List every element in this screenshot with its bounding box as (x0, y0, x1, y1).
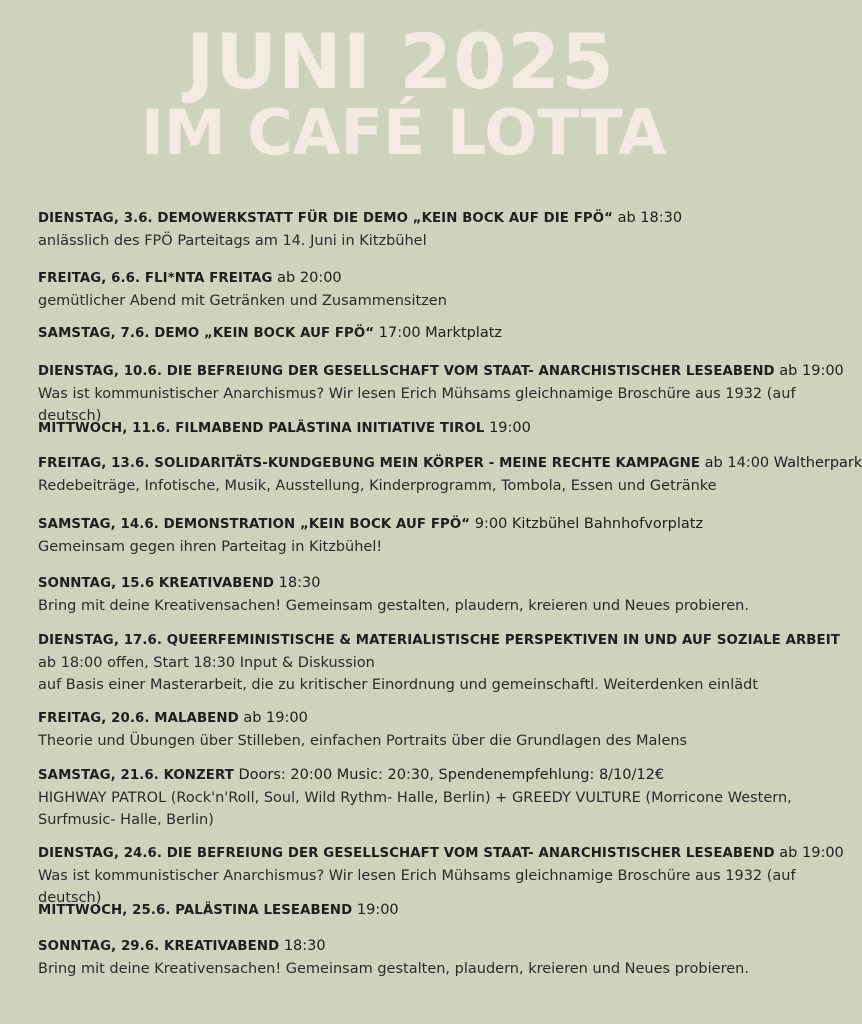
event-description: Was ist kommunistischer Anarchismus? Wir lesen Erich Mühsams gleichnamige Broschüre aus 1932 (auf deutsch) (38, 868, 796, 906)
header-month-title: JUNI 2025 (186, 17, 615, 106)
event-item (38, 452, 862, 513)
event-time: ab 19:00 (243, 710, 308, 726)
event-time: ab 19:00 (779, 363, 844, 379)
event-title: MITTWOCH, 11.6. FILMABEND PALÄSTINA INITIATIVE TIROL (38, 421, 485, 436)
event-time: 9:00 Kitzbühel Bahnhofvorplatz (474, 516, 704, 532)
event-item (38, 513, 813, 572)
event-description: Gemeinsam gegen ihren Parteitag in Kitzbühel! (38, 539, 383, 555)
event-item (38, 207, 813, 267)
event-item (38, 707, 813, 764)
event-title: MITTWOCH, 25.6. PALÄSTINA LESEABEND (38, 903, 353, 918)
event-description: gemütlicher Abend mit Getränken und Zusammensitzen (38, 293, 447, 309)
event-title: DIENSTAG, 24.6. DIE BEFREIUNG DER GESELLSCHAFT VOM STAAT- ANARCHISTISCHER LESEABEND (38, 846, 775, 861)
event-time: 19:00 (356, 902, 399, 918)
event-title: SAMSTAG, 14.6. DEMONSTRATION „KEIN BOCK AUF FPÖ“ (38, 517, 471, 532)
event-description: Was ist kommunistischer Anarchismus? Wir lesen Erich Mühsams gleichnamige Broschüre aus 1932 (auf deutsch) (38, 386, 796, 424)
event-time: 17:00 Marktplatz (378, 325, 503, 341)
event-item (38, 764, 813, 842)
event-title: FREITAG, 20.6. MALABEND (38, 711, 239, 726)
event-title: SONNTAG, 29.6. KREATIVABEND (38, 939, 280, 954)
event-title: DIENSTAG, 17.6. QUEERFEMINISTISCHE & MATERIALISTISCHE PERSPEKTIVEN IN UND AUF SOZIALE ARBEIT (38, 633, 840, 648)
event-time: 18:30 (278, 575, 321, 591)
event-title: FREITAG, 13.6. SOLIDARITÄTS-KUNDGEBUNG MEIN KÖRPER - MEINE RECHTE KAMPAGNE (38, 456, 701, 471)
event-title: FREITAG, 6.6. FLI*NTA FREITAG (38, 271, 273, 286)
event-item (38, 629, 840, 707)
event-description: anlässlich des FPÖ Parteitags am 14. Juni in Kitzbühel (38, 233, 427, 249)
event-item (38, 417, 813, 452)
event-time: ab 20:00 (277, 270, 342, 286)
event-item (38, 572, 813, 629)
event-title: SONNTAG, 15.6 KREATIVABEND (38, 576, 275, 591)
event-item (38, 935, 813, 985)
event-item (38, 899, 813, 935)
event-title: DIENSTAG, 3.6. DEMOWERKSTATT FÜR DIE DEMO „KEIN BOCK AUF DIE FPÖ“ (38, 211, 613, 226)
event-time: 18:30 (283, 938, 326, 954)
event-time: ab 18:30 (617, 210, 683, 226)
event-description: Redebeiträge, Infotische, Musik, Ausstellung, Kinderprogramm, Tombola, Essen und Getränke (38, 478, 717, 494)
event-description: Theorie und Übungen über Stilleben, einfachen Portraits über die Grundlagen des Malens (38, 733, 688, 749)
event-time: ab 19:00 (779, 845, 844, 861)
event-description: Bring mit deine Kreativensachen! Gemeinsam gestalten, plaudern, kreieren und Neues probieren. (38, 598, 749, 614)
event-item (38, 322, 813, 360)
event-item (38, 267, 813, 322)
event-title: SAMSTAG, 21.6. KONZERT (38, 768, 234, 783)
event-list (38, 207, 862, 985)
event-title: SAMSTAG, 7.6. DEMO „KEIN BOCK AUF FPÖ“ (38, 326, 375, 341)
event-description: Surfmusic- Halle, Berlin) (38, 812, 214, 828)
event-time: ab 14:00 Waltherpark (704, 455, 862, 471)
event-item (38, 842, 844, 906)
event-description: ab 18:00 offen, Start 18:30 Input & Diskussion (38, 655, 375, 671)
page-header (0, 17, 819, 169)
event-time: 19:00 (489, 420, 531, 436)
event-item (38, 360, 844, 424)
event-time: Doors: 20:00 Music: 20:30, Spendenempfehlung: 8/10/12€ (238, 767, 665, 783)
event-description: HIGHWAY PATROL (Rock'n'Roll, Soul, Wild Rythm- Halle, Berlin) + GREEDY VULTURE (Morricone Western, (38, 790, 792, 806)
event-description: Bring mit deine Kreativensachen! Gemeinsam gestalten, plaudern, kreieren und Neues probieren. (38, 961, 749, 977)
event-title: DIENSTAG, 10.6. DIE BEFREIUNG DER GESELLSCHAFT VOM STAAT- ANARCHISTISCHER LESEABEND (38, 364, 775, 379)
event-description: auf Basis einer Masterarbeit, die zu kritischer Einordnung und gemeinschaftl. Weiterdenken einlädt (38, 677, 759, 693)
header-venue-title: IM CAFÉ LOTTA (140, 96, 667, 169)
